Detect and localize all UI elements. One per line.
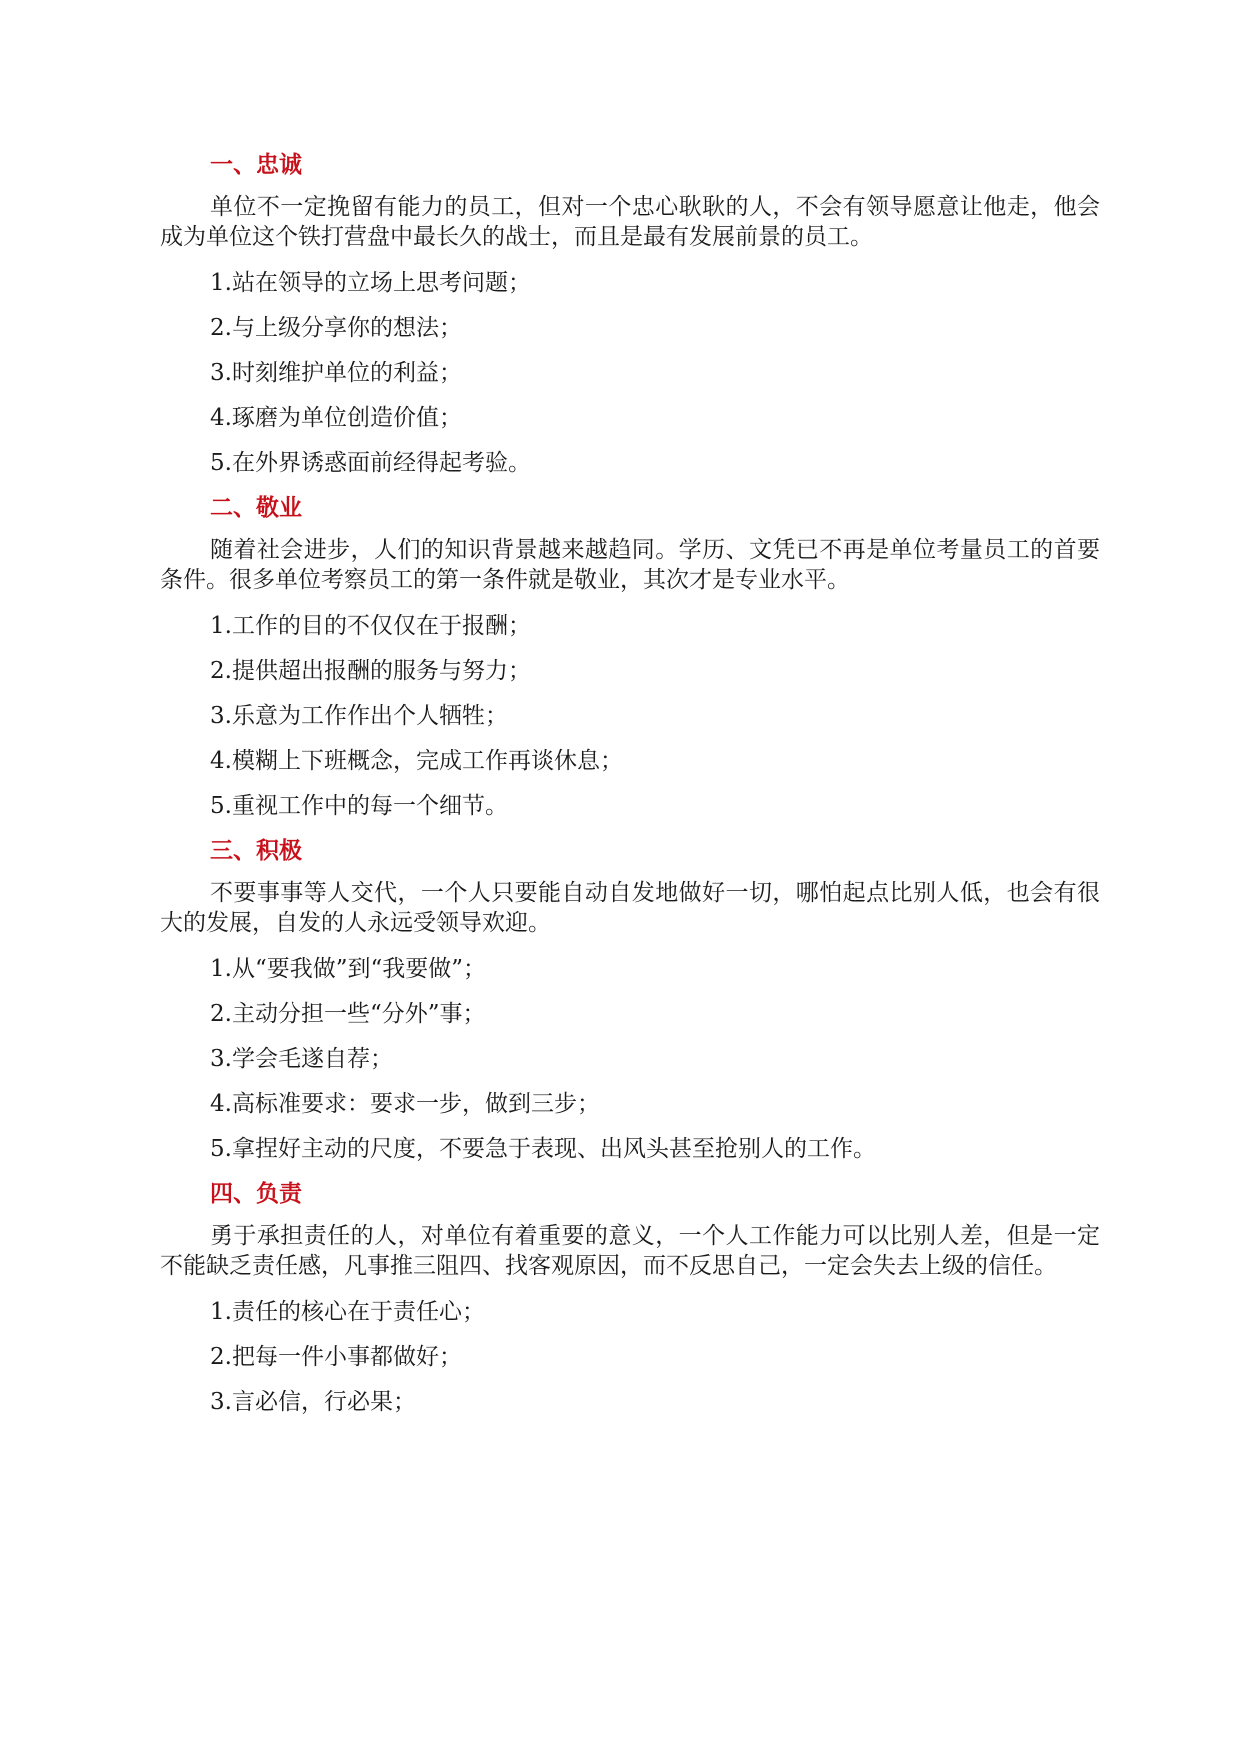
- document-page: [160, 150, 1100, 1417]
- section-paragraph-responsibility: 勇于承担责任的人，对单位有着重要的意义，一个人工作能力可以比别人差，但是一定不能缺乏责任感，凡事推三阻四、找客观原因，而不反思自己，一定会失去上级的信任。: [160, 1223, 1100, 1279]
- section-heading-initiative: 三、积极: [210, 838, 302, 864]
- list-item: 1.站在领导的立场上思考问题；: [210, 270, 531, 296]
- list-item: 3.学会毛遂自荐；: [210, 1046, 393, 1072]
- section-paragraph-initiative: 不要事事等人交代，一个人只要能自动自发地做好一切，哪怕起点比别人低，也会有很大的发展，自发的人永远受领导欢迎。: [160, 880, 1100, 936]
- section-paragraph-dedication: 随着社会进步，人们的知识背景越来越趋同。学历、文凭已不再是单位考量员工的首要条件。很多单位考察员工的第一条件就是敬业，其次才是专业水平。: [160, 537, 1100, 593]
- section-heading-loyalty: 一、忠诚: [210, 152, 302, 178]
- list-item: 2.与上级分享你的想法；: [210, 315, 462, 341]
- list-item: 1.责任的核心在于责任心；: [210, 1299, 485, 1325]
- list-item: 1.工作的目的不仅仅在于报酬；: [210, 613, 531, 639]
- list-item: 2.把每一件小事都做好；: [210, 1344, 462, 1370]
- list-item: 1.从“要我做”到“我要做”；: [210, 956, 486, 982]
- section-paragraph-loyalty: 单位不一定挽留有能力的员工，但对一个忠心耿耿的人，不会有领导愿意让他走，他会成为单位这个铁打营盘中最长久的战士，而且是最有发展前景的员工。: [160, 194, 1100, 250]
- list-item: 3.言必信，行必果；: [210, 1389, 416, 1415]
- list-item: 3.乐意为工作作出个人牺牲；: [210, 703, 508, 729]
- list-item: 4.模糊上下班概念，完成工作再谈休息；: [210, 748, 623, 774]
- list-item: 3.时刻维护单位的利益；: [210, 360, 462, 386]
- list-item: 4.高标准要求：要求一步，做到三步；: [210, 1091, 600, 1117]
- list-item: 2.提供超出报酬的服务与努力；: [210, 658, 531, 684]
- list-item: 5.拿捏好主动的尺度，不要急于表现、出风头甚至抢别人的工作。: [210, 1136, 876, 1162]
- list-item: 5.重视工作中的每一个细节。: [210, 793, 508, 819]
- list-item: 5.在外界诱惑面前经得起考验。: [210, 450, 531, 476]
- list-item: 2.主动分担一些“分外”事；: [210, 1001, 486, 1027]
- section-heading-dedication: 二、敬业: [210, 495, 302, 521]
- section-heading-responsibility: 四、负责: [210, 1181, 302, 1207]
- list-item: 4.琢磨为单位创造价值；: [210, 405, 462, 431]
